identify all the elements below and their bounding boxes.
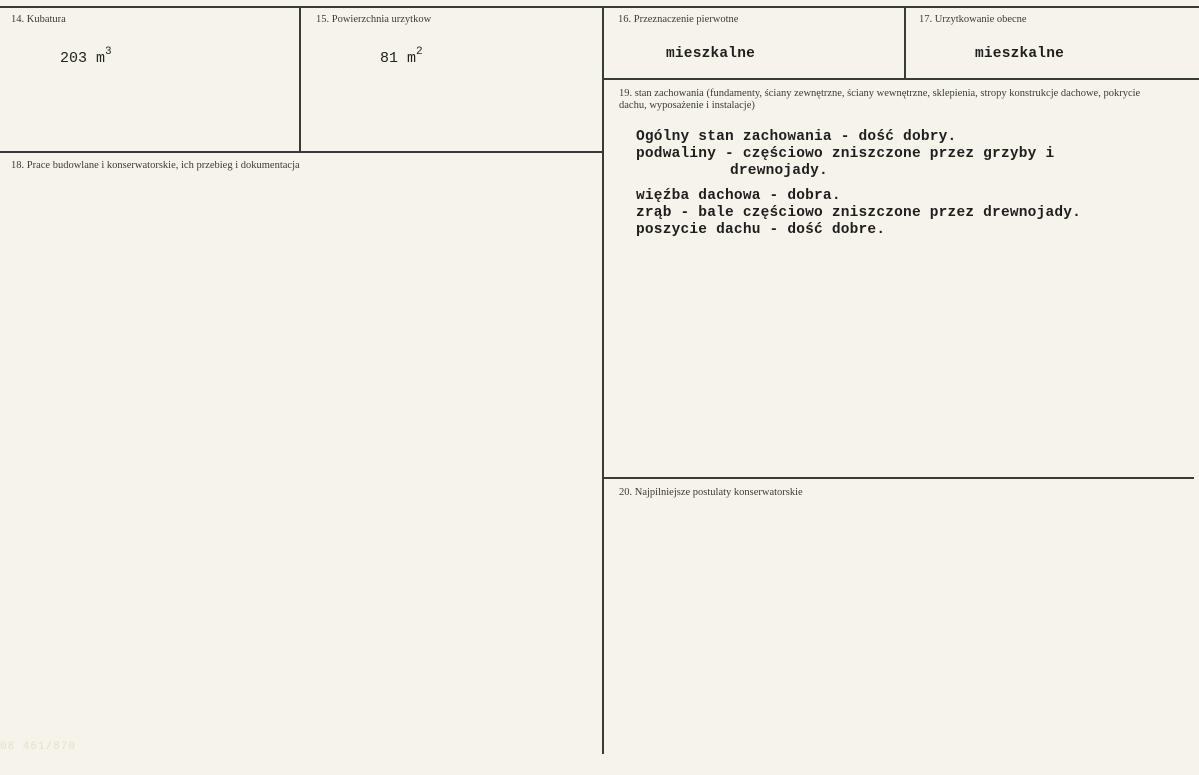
powierzchnia-label: 15. Powierzchnia urzytkow [316,14,432,25]
divider-center [602,6,604,754]
powierzchnia-value [380,46,423,67]
kubatura-label: 14. Kubatura [11,14,66,25]
postulaty-label: 20. Najpilniejsze postulaty konserwatorskie [619,487,803,498]
divider-14-15 [299,6,301,152]
stan-line-2: podwaliny - częściowo zniszczone przez grzyby i [636,146,1055,162]
stan-line-3: drewnojady. [730,163,828,179]
powierzchnia-exponent: 2 [416,46,423,58]
faint-stamp: 08 461/870 [0,741,77,753]
divider-16-17 [904,6,906,79]
kubatura-number: 203 m [60,50,106,67]
kubatura-value [60,46,112,67]
prace-budowlane-label: 18. Prace budowlane i konserwatorskie, ich przebieg i dokumentacja [11,160,300,171]
uzytkowanie-label: 17. Urzytkowanie obecne [919,14,1027,25]
divider-row-16-17 [604,78,1199,80]
divider-row-19-20 [604,477,1194,479]
przeznaczenie-label: 16. Przeznaczenie pierwotne [618,14,739,25]
uzytkowanie-value: mieszkalne [975,46,1065,62]
top-border [0,6,1199,8]
stan-line-4: więźba dachowa - dobra. [636,188,841,204]
stan-zachowania-label: 19. stan zachowania (fundamenty, ściany zewnętrzne, ściany wewnętrzne, sklepienia, stropy konstrukcje dachowe, pokrycie dachu, wyposażenie i instalacje) [619,88,1141,111]
przeznaczenie-value: mieszkalne [666,46,756,62]
powierzchnia-number: 81 m [380,50,417,67]
kubatura-exponent: 3 [105,46,112,58]
stan-line-1: Ogólny stan zachowania - dość dobry. [636,129,957,145]
divider-row-14-15 [0,151,602,153]
stan-line-5: zrąb - bale częściowo zniszczone przez drewnojady. [636,205,1082,221]
stan-line-6: poszycie dachu - dość dobre. [636,222,886,238]
